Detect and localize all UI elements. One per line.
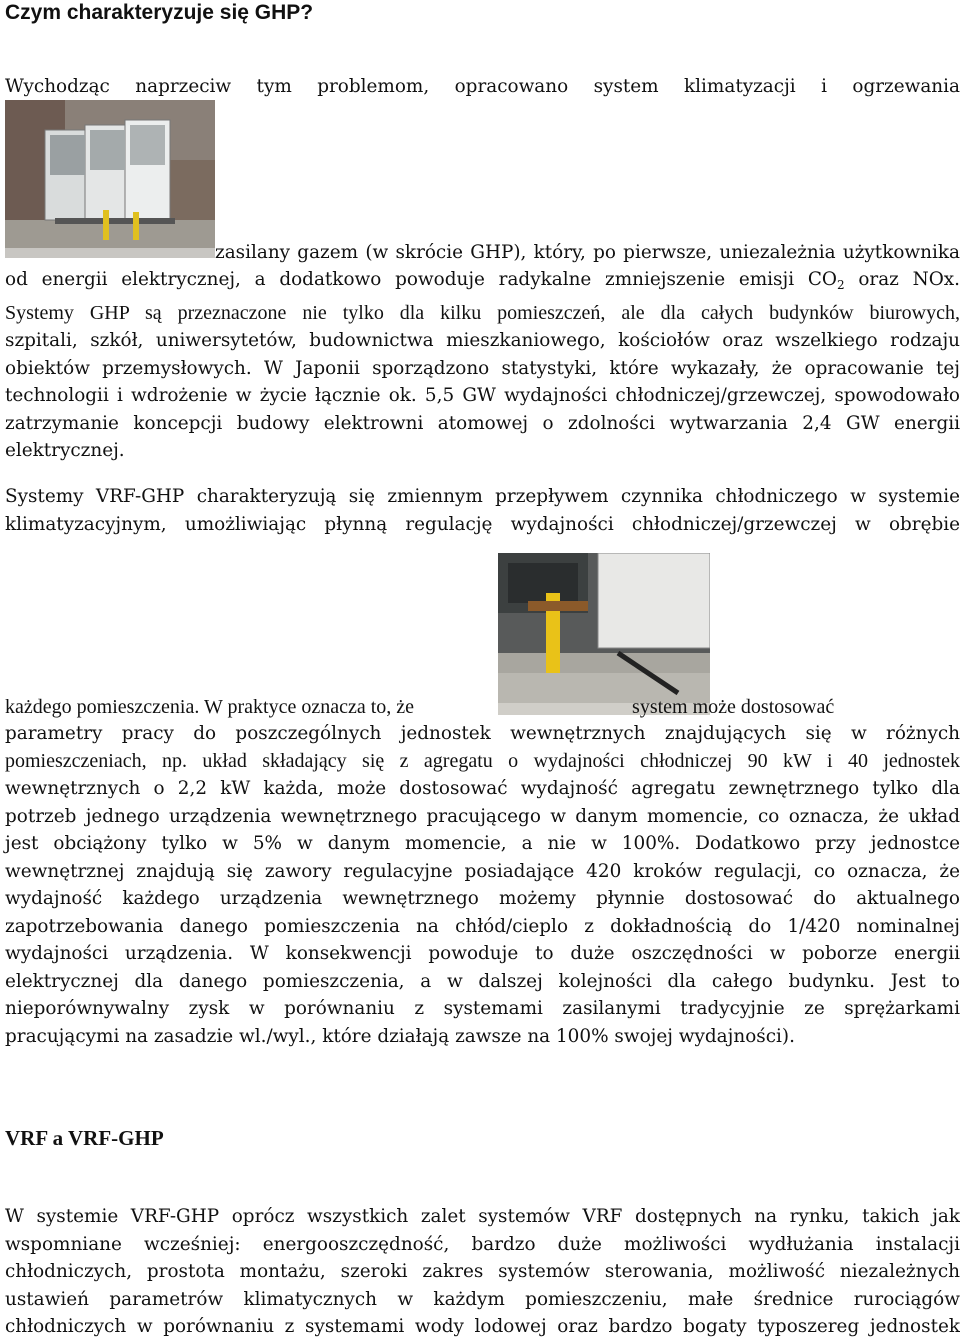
paragraph-1-line-2: od energii elektrycznej, a dodatkowo powoduje radykalne zmniejszenie emisji $CO_2$ oraz NOx. (5, 269, 960, 292)
paragraph-3: W systemie VRF-GHP oprócz wszystkich zalet systemów VRF dostępnych na rynku, takich jak wspomniane wcześniej: energooszczędność, bardzo duże możliwości wydłużania instalacji chłodniczych, prostota montażu, szeroki zakres systemów sterowania, możliwość niezależnych ustawień parametrów klimatycznych w każdym pomieszczeniu, małe średnice rurociągów chłodniczych w porównaniu z systemami wody lodowej oraz bardzo bogaty typoszereg jednostek (5, 1206, 960, 1337)
paragraph-2-line-3: każdego pomieszczenia. W praktyce oznacza to, że system może dostosować (5, 696, 835, 718)
paragraph-1-intro: Wychodząc naprzeciw tym problemom, opracowano system klimatyzacji i ogrzewania (5, 76, 960, 97)
page-title: Czym charakteryzuje się GHP? (5, 1, 314, 24)
paragraph-1-line-5: obiektów przemysłowych. W Japonii sporządzono statystyki, które wykazały, że opracowanie tej (5, 357, 960, 379)
paragraph-1-after-image: zasilany gazem (w skrócie GHP), który, po pierwsze, uniezależnia użytkownika (215, 242, 960, 263)
paragraph-1: od energii elektrycznej, a dodatkowo powoduje radykalne zmniejszenie emisji $CO_2$ oraz NOx. Systemy GHP są przeznaczone nie tylko dla kilku pomieszczeń, ale dla całych budynków biurowych, szpitali, szkół, uniwersytetów, budownictwa mieszkaniowego, kościołów oraz wszelkiego rodzaju obiektów przemysłowych. W Japonii sporządzono statystyki, które wykazały, że opracowanie tej technologii i wdrożenie w życie łącznie ok. 5,5 GW wydajności chłodniczej/grzewczej, spowodowało zatrzymanie koncepcji budowy elektrowni atomowej o zdolności wytwarzania 2,4 GW energii elektrycznej. (5, 266, 960, 465)
paragraph-2-start: Systemy VRF-GHP charakteryzują się zmiennym przepływem czynnika chłodniczego w systemie klimatyzacyjnym, umożliwiając płynną regulację wydajności chłodniczej/grzewczej w obrębie (5, 486, 960, 535)
gas-pipe-photo (498, 553, 710, 715)
paragraph-2: parametry pracy do poszczególnych jednostek wewnętrznych znajdujących się w różnych pomieszczeniach, np. układ składający się z agregatu o wydajności chłodniczej 90 kW i 40 jednostek wewnętrznych o 2,2 kW każda, może dostosować wydajność agregatu zewnętrznego tylko dla potrzeb jednego urządzenia wewnętrznego pracującego w danym momencie, co oznacza, że układ jest obciążony tylko w 5% w danym momencie, a nie w 100%. Dodatkowo przy jednostce wewnętrznej znajdują się zawory regulacyjne posiadające 420 kroków regulacji, co oznacza, że wydajność każdego urządzenia wewnętrznego możemy płynnie dostosować do aktualnego zapotrzebowania danego pomieszczenia na chłód/cieplo z dokładnością do 1/420 nominalnej wydajności urządzenia. W konsekwencji powoduje to duże oszczędności w poborze energii elektrycznej dla danego pomieszczenia, a w dalszej kolejności dla całego budynku. Jest to nieporównywalny zysk w porównaniu z systemami zasilanymi tradycyjnie ze sprężarkami pracującymi na zasadzie wl./wyl., które działają zawsze na 100% swojej wydajności). (5, 723, 960, 1047)
section-heading-vrf: VRF a VRF-GHP (5, 1126, 164, 1150)
ghp-units-photo (5, 100, 215, 258)
